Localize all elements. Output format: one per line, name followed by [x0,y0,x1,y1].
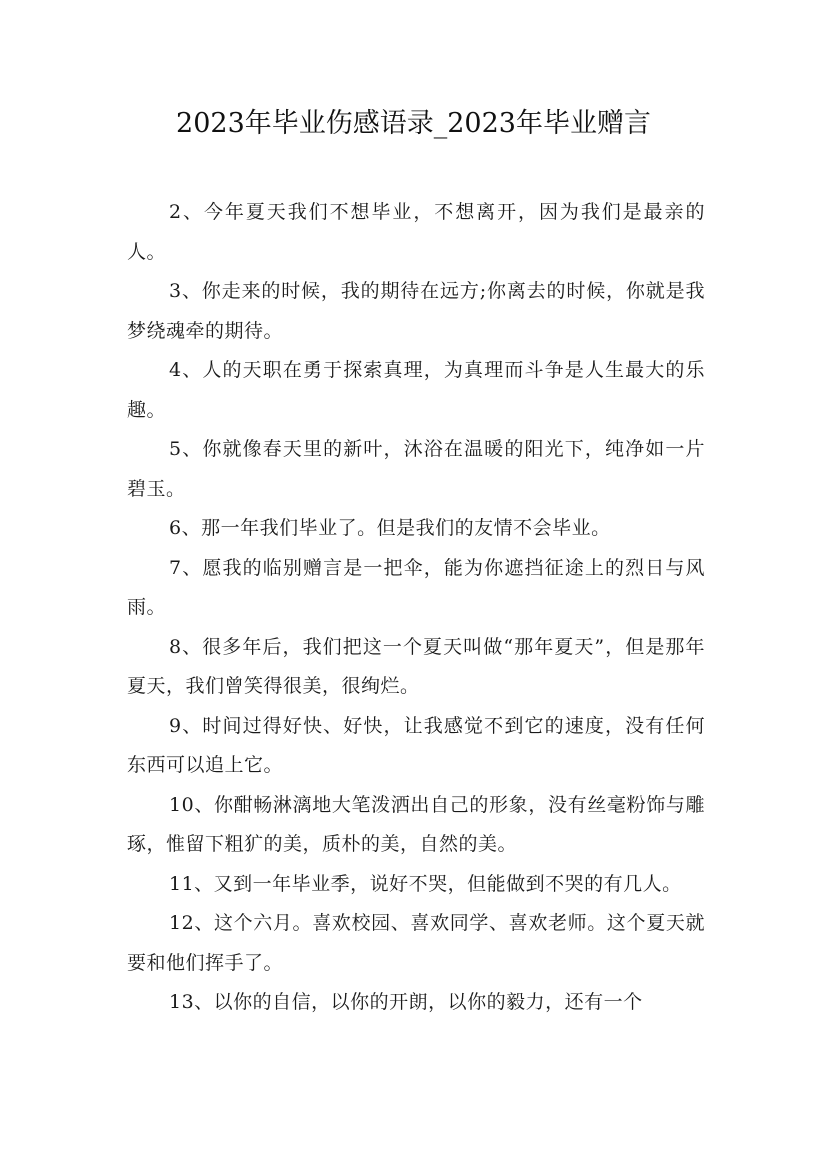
paragraph-12: 12、这个六月。喜欢校园、喜欢同学、喜欢老师。这个夏天就要和他们挥手了。 [127,912,705,974]
paragraph-11: 11、又到一年毕业季，说好不哭，但能做到不哭的有几人。 [169,872,682,895]
document-body [127,193,705,1023]
paragraph-2: 2、今年夏天我们不想毕业，不想离开，因为我们是最亲的人。 [127,201,705,263]
paragraph-5: 5、你就像春天里的新叶，沐浴在温暖的阳光下，纯净如一片碧玉。 [127,438,705,500]
paragraph-7: 7、愿我的临别赠言是一把伞，能为你遮挡征途上的烈日与风雨。 [127,556,705,618]
paragraph-3: 3、你走来的时候，我的期待在远方;你离去的时候，你就是我梦绕魂牵的期待。 [127,280,705,342]
paragraph-13: 13、以你的自信，以你的开朗，以你的毅力，还有一个 [169,991,643,1013]
paragraph-4: 4、人的天职在勇于探索真理，为真理而斗争是人生最大的乐趣。 [127,359,705,421]
paragraph-10: 10、你酣畅淋漓地大笔泼洒出自己的形象，没有丝毫粉饰与雕琢，惟留下粗犷的美，质朴的美，自然的美。 [127,793,705,855]
page-title: 2023年毕业伤感语录_2023年毕业赠言 [176,108,651,139]
paragraph-6: 6、那一年我们毕业了。但是我们的友情不会毕业。 [169,517,611,539]
paragraph-8: 8、很多年后，我们把这一个夏天叫做“那年夏天”，但是那年夏天，我们曾笑得很美，很绚烂。 [127,635,705,697]
paragraph-9: 9、时间过得好快、好快，让我感觉不到它的速度，没有任何东西可以追上它。 [127,714,705,776]
